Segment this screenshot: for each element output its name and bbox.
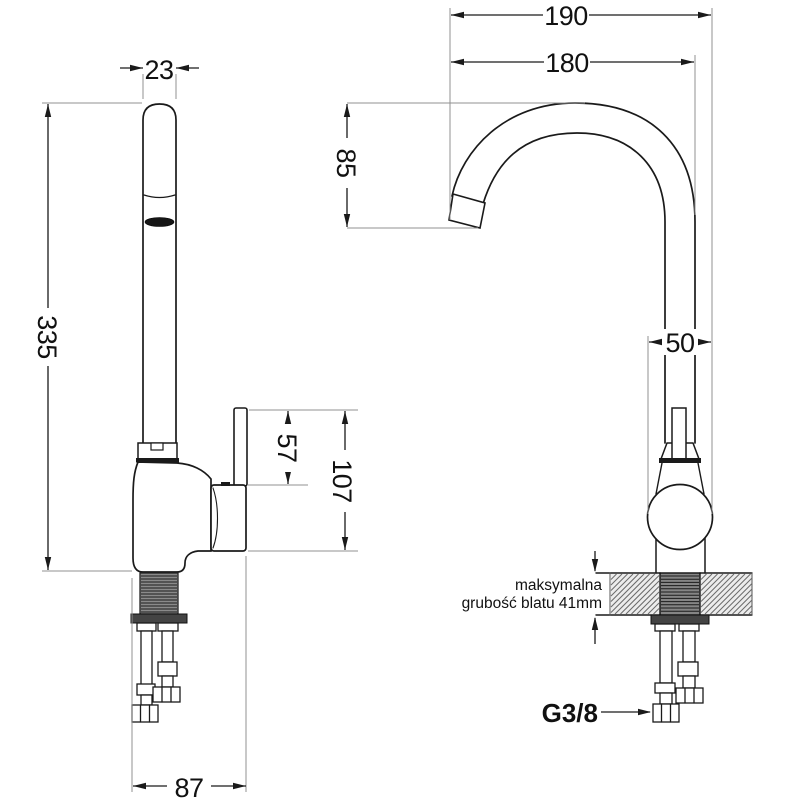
hose-nut — [153, 687, 180, 702]
supply-hoses-left-view — [132, 623, 180, 722]
arrowhead — [342, 537, 348, 550]
collar-seal-ring — [136, 458, 179, 463]
faucet-body — [133, 462, 211, 572]
arrowhead — [45, 557, 51, 570]
lever-pin — [221, 482, 230, 486]
arrowhead — [233, 783, 246, 789]
arrowhead — [45, 104, 51, 117]
dim-spout-reach: 180 — [545, 48, 589, 78]
spout-arc-inner — [483, 133, 665, 443]
front-seal-ring — [659, 458, 701, 463]
dim-total-height: 335 — [32, 315, 62, 359]
dim-body-diameter: 50 — [665, 328, 695, 358]
handle-base — [211, 485, 246, 551]
arrowhead — [344, 104, 350, 117]
hose-nut — [653, 704, 679, 722]
arrowhead — [638, 709, 651, 715]
spherical-body — [648, 485, 713, 550]
dim-overall-reach: 190 — [544, 1, 588, 31]
mounting-flange — [131, 614, 187, 623]
aerator — [145, 218, 174, 227]
spout-tube-outline — [143, 104, 176, 444]
arrowhead — [698, 339, 711, 345]
left-view-faucet-side — [131, 104, 247, 722]
arrowhead — [285, 411, 291, 424]
arrowhead — [344, 214, 350, 227]
arrowhead — [342, 411, 348, 424]
hose-nut — [676, 688, 703, 703]
dim-spout-drop: 85 — [331, 148, 361, 178]
front-lever — [672, 408, 686, 460]
thread-size-label: G3/8 — [541, 698, 598, 728]
arrowhead — [176, 65, 189, 71]
arrowhead — [451, 59, 464, 65]
supply-hoses-front-view — [653, 624, 703, 722]
collar-notch — [151, 443, 163, 450]
hose-nut — [132, 705, 158, 722]
counter-note-line2: grubość blatu 41mm — [461, 595, 602, 612]
arrowhead — [681, 59, 694, 65]
arrowhead — [649, 339, 662, 345]
counter-note-line1: maksymalna — [515, 577, 602, 594]
arrowhead — [451, 12, 464, 18]
arrowhead — [130, 65, 143, 71]
arrowhead — [592, 617, 598, 630]
spout-arc-fill — [452, 103, 695, 443]
mounting-flange-front — [651, 615, 709, 624]
dim-lever-offset: 57 — [272, 433, 302, 463]
dim-footprint-width: 87 — [174, 773, 204, 800]
dim-body-height: 107 — [327, 459, 357, 503]
arrowhead — [285, 471, 291, 484]
arrowhead — [592, 559, 598, 572]
arrowhead — [133, 783, 146, 789]
dim-spout-width: 23 — [144, 55, 174, 85]
arrowhead — [698, 12, 711, 18]
handle-lever — [234, 408, 247, 486]
right-view-faucet-front — [449, 103, 752, 722]
